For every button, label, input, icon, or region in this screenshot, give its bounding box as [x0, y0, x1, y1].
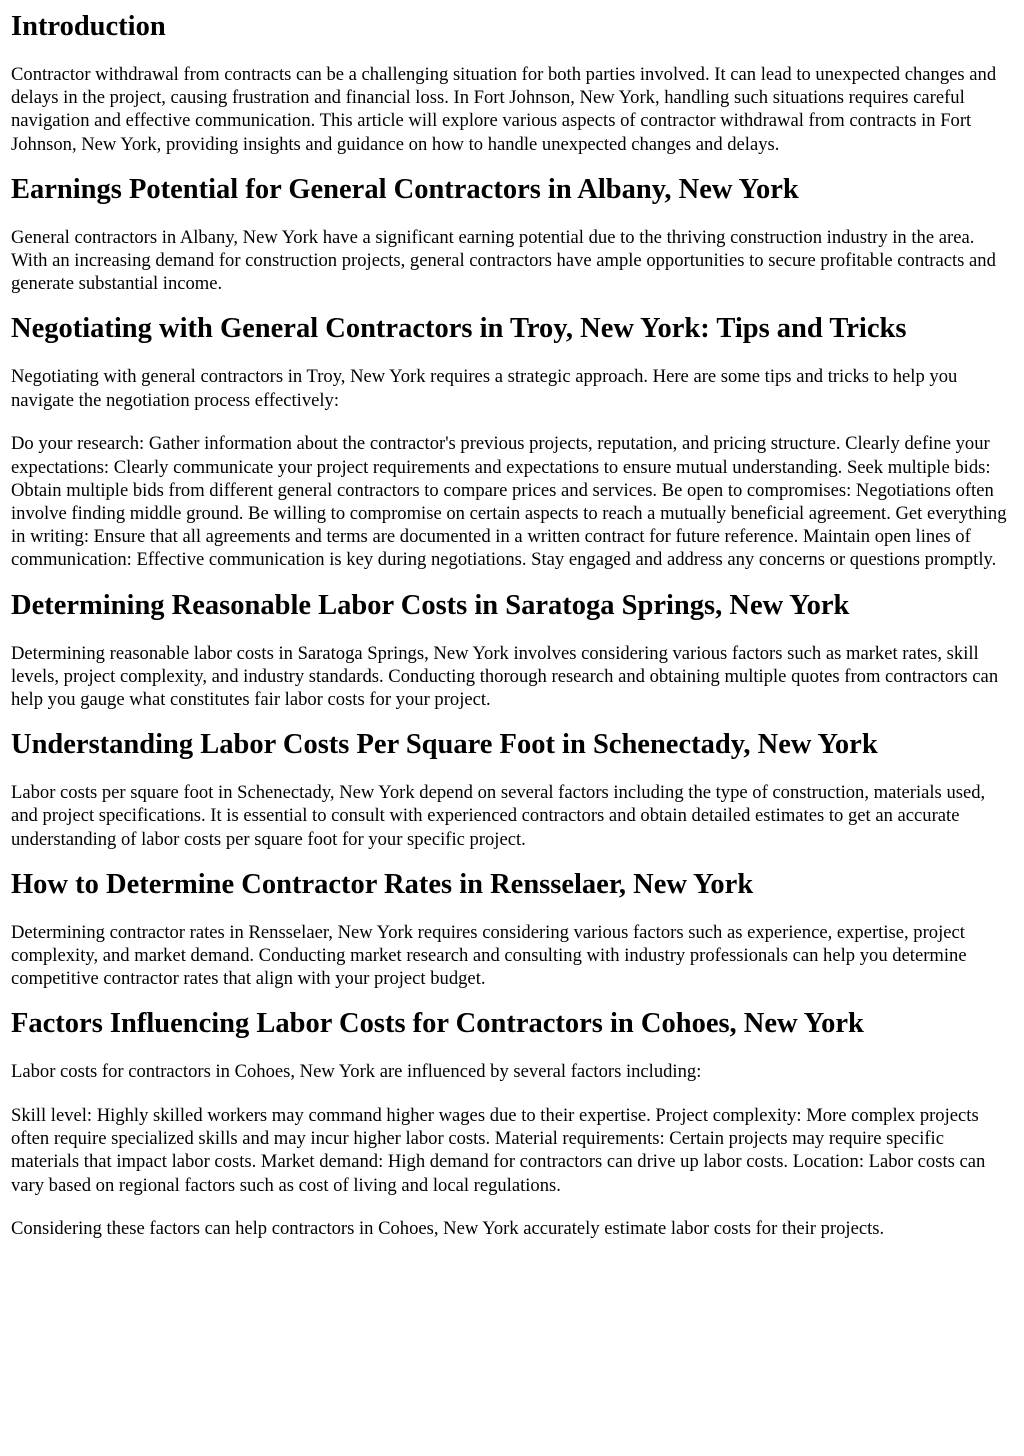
section-paragraph: General contractors in Albany, New York have a significant earning potential due to the thriving construction industry in the area. With an increasing demand for construction projects, general contractors have ample opportunities to secure profitable contracts and generate substantial income.: [11, 226, 996, 295]
section-introduction: [11, 10, 1013, 156]
section-heading: Earnings Potential for General Contractors in Albany, New York: [11, 173, 799, 205]
section-paragraph: Determining contractor rates in Rensselaer, New York requires considering various factors such as experience, expertise, project complexity, and market demand. Conducting market research and consulting with industry professionals can help you determine competitive contractor rates that align with your project budget.: [11, 921, 967, 990]
section-paragraph: Labor costs for contractors in Cohoes, New York are influenced by several factors including:: [11, 1061, 702, 1083]
section-heading: Introduction: [11, 11, 166, 42]
section-earnings-albany: [11, 173, 1013, 296]
section-heading: Factors Influencing Labor Costs for Contractors in Cohoes, New York: [11, 1008, 864, 1040]
section-heading: How to Determine Contractor Rates in Rensselaer, New York: [11, 868, 754, 900]
section-labor-factors-cohoes: [11, 1007, 1013, 1240]
section-labor-costs-schenectady: [11, 728, 1013, 851]
section-paragraph: Determining reasonable labor costs in Saratoga Springs, New York involves considering various factors such as market rates, skill levels, project complexity, and industry standards. Conducting thorough research and obtaining multiple quotes from contractors can help you gauge what constitutes fair labor costs for your project.: [11, 642, 999, 710]
section-heading: Understanding Labor Costs Per Square Foot in Schenectady, New York: [11, 729, 878, 761]
section-paragraph: Labor costs per square foot in Schenectady, New York depend on several factors including the type of construction, materials used, and project specifications. It is essential to consult with experienced contractors and obtain detailed estimates to get an accurate understanding of labor costs per square foot for your specific project.: [11, 782, 986, 850]
section-negotiating-troy: [11, 312, 1013, 571]
section-heading: Negotiating with General Contractors in Troy, New York: Tips and Tricks: [11, 313, 907, 345]
section-paragraph: Considering these factors can help contractors in Cohoes, New York accurately estimate labor costs for their projects.: [11, 1218, 885, 1240]
section-paragraph: Do your research: Gather information about the contractor's previous projects, reputation, and pricing structure. Clearly define your expectations: Clearly communicate your project requirements and expectations to ensure mutual understanding. Seek multiple bids: Obtain multiple bids from different general contractors to compare prices and services. Be open to compromises: Negotiations often involve finding middle ground. Be willing to compromise on certain aspects to reach a mutually beneficial agreement. Get everything in writing: Ensure that all agreements and terms are documented in a written contract for future reference. Maintain open lines of communication: Effective communication is key during negotiations. Stay engaged and address any concerns or questions promptly.: [11, 433, 1007, 571]
section-paragraph: Contractor withdrawal from contracts can be a challenging situation for both parties involved. It can lead to unexpected changes and delays in the project, causing frustration and financial loss. In Fort Johnson, New York, handling such situations requires careful navigation and effective communication. This article will explore various aspects of contractor withdrawal from contracts in Fort Johnson, New York, providing insights and guidance on how to handle unexpected changes and delays.: [11, 64, 997, 155]
section-labor-costs-saratoga: [11, 589, 1013, 712]
section-paragraph: Negotiating with general contractors in Troy, New York requires a strategic approach. Here are some tips and tricks to help you navigate the negotiation process effectively:: [11, 366, 958, 411]
section-paragraph: Skill level: Highly skilled workers may command higher wages due to their expertise. Project complexity: More complex projects often require specialized skills and may incur higher labor costs. Material requirements: Certain projects may require specific materials that impact labor costs. Market demand: High demand for contractors can drive up labor costs. Location: Labor costs can vary based on regional factors such as cost of living and local regulations.: [11, 1105, 986, 1196]
article: [0, 10, 1024, 1241]
section-contractor-rates-rensselaer: [11, 868, 1013, 991]
section-heading: Determining Reasonable Labor Costs in Saratoga Springs, New York: [11, 589, 850, 621]
